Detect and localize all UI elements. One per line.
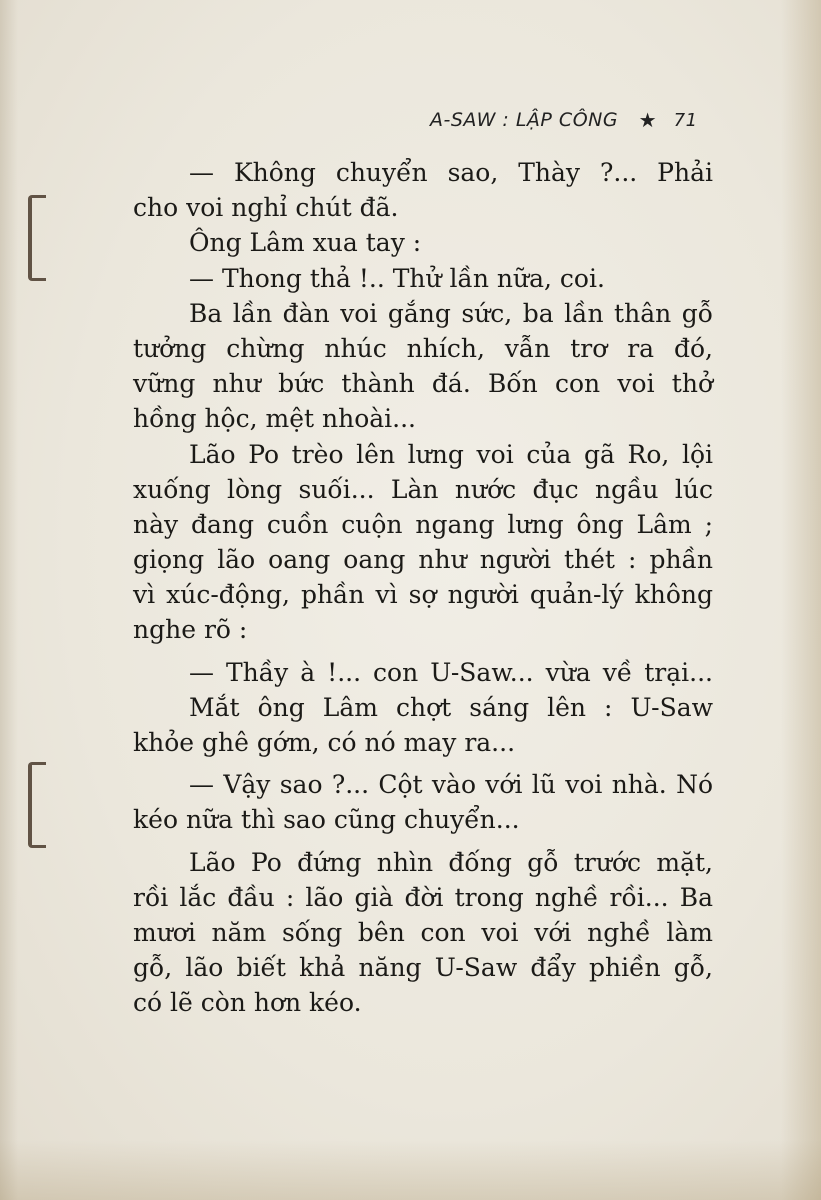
text-line: — Thầy à !... con U-Saw... vừa về trại... (189, 657, 713, 687)
text-line: vững như bức thành đá. Bốn con voi thở (133, 369, 713, 399)
binding-staple-bottom (28, 762, 46, 848)
text-line: tưởng chừng nhúc nhích, vẫn trơ ra đó, (133, 333, 713, 363)
page-edge-shadow-bottom (0, 1140, 821, 1200)
text-line: kéo nữa thì sao cũng chuyển... (133, 805, 520, 835)
text-line: khỏe ghê gớm, có nó may ra... (133, 728, 516, 757)
body-text (133, 155, 713, 1021)
text-line: Ông Lâm xua tay : (189, 228, 422, 258)
text-line: mươi năm sống bên con voi với nghề làm (133, 917, 713, 947)
text-line: Lão Po đứng nhìn đống gỗ trước mặt, (189, 847, 713, 877)
text-line: — Vậy sao ?... Cột vào với lũ voi nhà. Nó (189, 770, 713, 800)
page-number: 71 (673, 109, 698, 131)
text-line: gỗ, lão biết khả năng U-Saw đẩy phiền gỗ, (133, 953, 713, 983)
text-line: xuống lòng suối... Làn nước đục ngầu lúc (133, 474, 713, 504)
page-edge-shadow-right (781, 0, 821, 1200)
text-line: hồng hộc, mệt nhoài... (133, 404, 416, 434)
text-line: — Không chuyển sao, Thày ?... Phải (189, 158, 713, 187)
text-line: Lão Po trèo lên lưng voi của gã Ro, lội (189, 439, 713, 469)
running-head-title: A-SAW : LẬP CÔNG (430, 109, 619, 131)
page-edge-shadow-left (0, 0, 18, 1200)
text-line: này đang cuồn cuộn ngang lưng ông Lâm ; (133, 509, 713, 539)
text-line: rồi lắc đầu : lão già đời trong nghề rồi... Ba (133, 882, 713, 912)
running-head (430, 108, 720, 138)
text-line: vì xúc-động, phần vì sợ người quản-lý không (133, 580, 713, 610)
star-icon: ★ (638, 108, 658, 132)
text-line: Mắt ông Lâm chợt sáng lên : U-Saw (189, 692, 713, 722)
text-line: Ba lần đàn voi gắng sức, ba lần thân gỗ (189, 298, 713, 328)
text-line: — Thong thả !.. Thử lần nữa, coi. (189, 263, 605, 293)
text-line: cho voi nghỉ chút đã. (133, 193, 399, 223)
text-line: giọng lão oang oang như người thét : phần (133, 545, 713, 575)
text-line: nghe rõ : (133, 615, 248, 645)
text-line: có lẽ còn hơn kéo. (133, 988, 362, 1018)
binding-staple-top (28, 195, 46, 281)
